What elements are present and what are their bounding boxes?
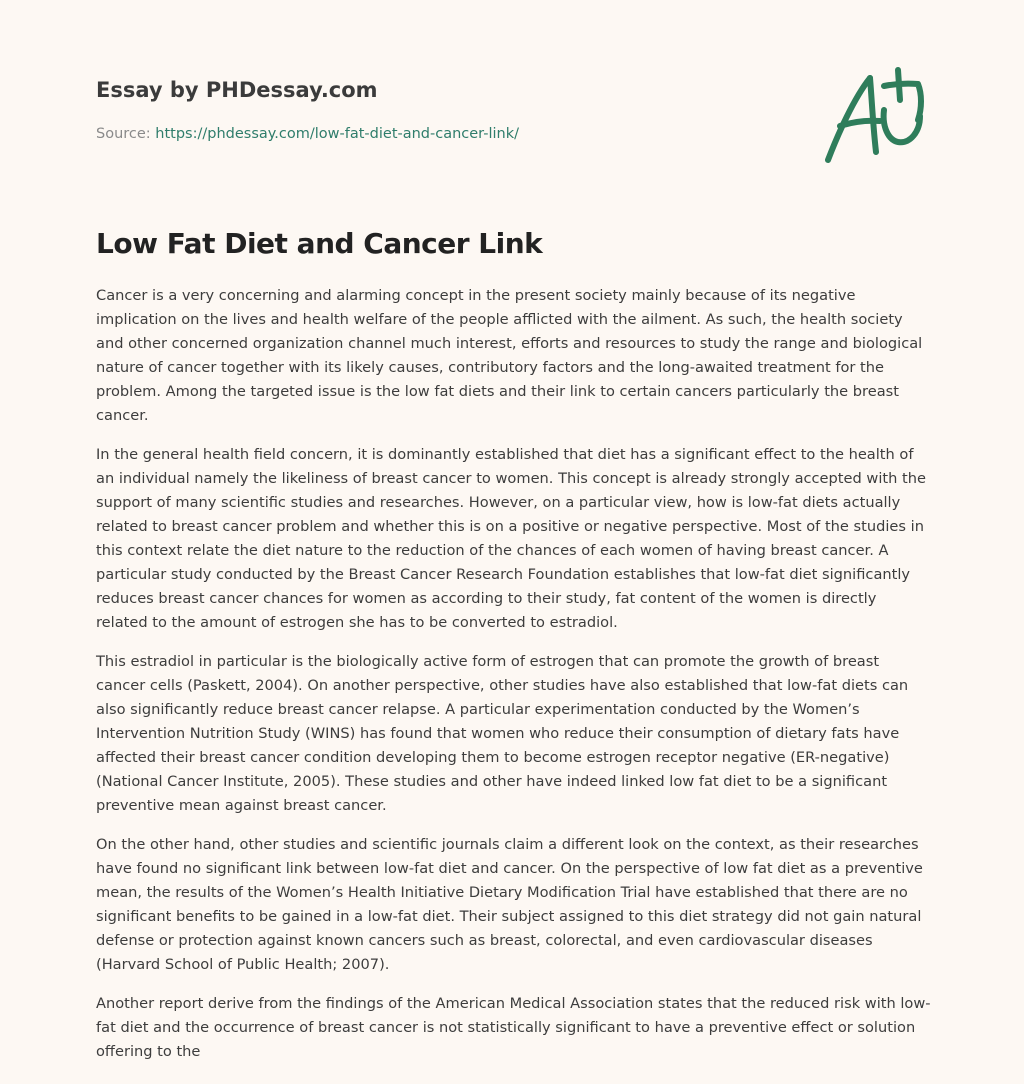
essay-paragraph: This estradiol in particular is the biologically active form of estrogen that can promote the growth of breast cancer cells (Paskett, 2004). On another perspective, other studies have also established that low-fat diets can also significantly reduce breast cancer relapse. A particular experimentation conducted by the Women’s Intervention Nutrition Study (WINS) has found that women who reduce their consumption of dietary fats have affected their breast cancer condition developing them to become estrogen receptor negative (ER-negative) (National Cancer Institute, 2005). These studies and other have indeed linked low fat diet to be a significant preventive mean against breast cancer. <box>96 653 909 814</box>
essay-paragraph: In the general health field concern, it is dominantly established that diet has a significant effect to the health of an individual namely the likeliness of breast cancer to women. This concept is already strongly accepted with the support of many scientific studies and researches. However, on a particular view, how is low-fat diets actually related to breast cancer problem and whether this is on a positive or negative perspective. Most of the studies in this context relate the diet nature to the reduction of the chances of each women of having breast cancer. A particular study conducted by the Breast Cancer Research Foundation establishes that low-fat diet significantly reduces breast cancer chances for women as according to their study, fat content of the women is directly related to the amount of estrogen she has to be converted to estradiol. <box>96 446 926 631</box>
source-link[interactable]: https://phdessay.com/low-fat-diet-and-cancer-link/ <box>155 126 519 142</box>
essay-paragraph: On the other hand, other studies and scientific journals claim a different look on the context, as their researches have found no significant link between low-fat diet and cancer. On the perspective of low fat diet as a preventive mean, the results of the Women’s Health Initiative Dietary Modification Trial have established that there are no significant benefits to be gained in a low-fat diet. Their subject assigned to this diet strategy did not gain natural defense or protection against known cancers such as breast, colorectal, and even cardiovascular diseases (Harvard School of Public Health; 2007). <box>96 836 923 973</box>
source-line <box>96 124 796 144</box>
brand-title: Essay by PHDessay.com <box>96 78 378 102</box>
essay-body <box>96 284 932 1079</box>
header <box>96 76 796 144</box>
essay-title: Low Fat Diet and Cancer Link <box>96 227 543 260</box>
source-label: Source: <box>96 126 156 142</box>
essay-paragraph: Another report derive from the findings of the American Medical Association states that the reduced risk with low-fat diet and the occurrence of breast cancer is not statistically significant to have a preventive effect or solution offering to the <box>96 995 931 1060</box>
a-plus-grade-logo-icon <box>818 64 930 168</box>
essay-paragraph: Cancer is a very concerning and alarming concept in the present society mainly because of its negative implication on the lives and health welfare of the people afflicted with the ailment. As such, the health society and other concerned organization channel much interest, efforts and resources to study the range and biological nature of cancer together with its likely causes, contributory factors and the long-awaited treatment for the problem. Among the targeted issue is the low fat diets and their link to certain cancers particularly the breast cancer. <box>96 287 923 424</box>
